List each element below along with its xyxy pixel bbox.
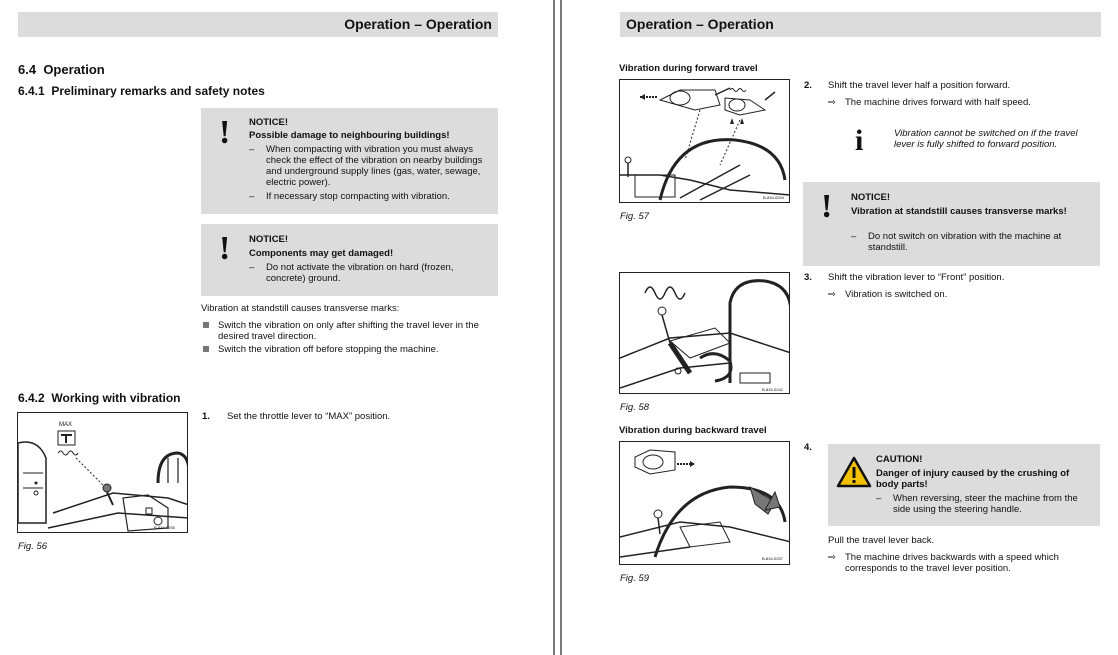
step-number: 4. <box>804 442 812 453</box>
machine-illustration <box>620 80 790 203</box>
page-header: Operation – Operation <box>18 12 498 37</box>
left-page <box>0 0 556 655</box>
right-page <box>562 0 1118 655</box>
subsection-heading <box>18 84 265 98</box>
dash-icon: – <box>876 493 882 504</box>
caution-label: CAUTION! <box>876 454 923 465</box>
figure-58 <box>619 272 790 394</box>
subsection-number: 6.4.1 <box>18 84 45 98</box>
figure-code: B-834-0242 <box>762 387 783 392</box>
notice-item: Do not switch on vibration with the machine at standstill. <box>868 231 1062 253</box>
page-gutter <box>553 0 562 655</box>
result-arrow-icon: ⇨ <box>828 552 836 563</box>
exclamation-icon: ! <box>219 114 231 151</box>
info-icon: i <box>855 124 864 157</box>
section-subtitle: Vibration during forward travel <box>619 63 758 74</box>
bullet-item: Switch the vibration off before stopping the machine. <box>218 344 439 355</box>
figure-56 <box>17 412 188 533</box>
subsection-title: Working with vibration <box>51 391 181 405</box>
step-number: 2. <box>804 80 812 91</box>
machine-illustration <box>620 442 790 565</box>
dash-icon: – <box>249 191 255 202</box>
caution-title: Danger of injury caused by the crushing of body parts! <box>876 468 1070 490</box>
step-result: The machine drives backwards with a speed which corresponds to the travel lever position. <box>845 552 1059 574</box>
notice-title: Possible damage to neighbouring buildings! <box>249 130 450 141</box>
figure-code: B-834-0255 <box>154 525 175 530</box>
warning-triangle-icon <box>836 456 872 488</box>
dash-icon: – <box>249 144 255 155</box>
notice-item: If necessary stop compacting with vibration. <box>266 191 450 202</box>
max-label: MAX <box>59 422 73 428</box>
figure-57 <box>619 79 790 203</box>
notice-item: Do not activate the vibration on hard (frozen, concrete) ground. <box>266 262 454 284</box>
notice-box <box>201 224 498 296</box>
caution-item: When reversing, steer the machine from the side using the steering handle. <box>893 493 1078 515</box>
notice-box <box>201 108 498 214</box>
step-text: Shift the travel lever half a position forward. <box>828 80 1011 91</box>
step-number: 1. <box>202 411 210 422</box>
section-title: Operation <box>43 62 105 77</box>
paragraph: Vibration at standstill causes transverse marks: <box>201 303 400 314</box>
notice-label: NOTICE! <box>249 117 289 128</box>
figure-caption: Fig. 58 <box>620 402 650 413</box>
subsection-number: 6.4.2 <box>18 391 45 405</box>
step-number: 3. <box>804 272 812 283</box>
step-result: Vibration is switched on. <box>845 289 948 300</box>
dash-icon: – <box>249 262 255 273</box>
step-text: Shift the vibration lever to “Front” position. <box>828 272 1005 283</box>
bullet-icon <box>203 346 209 352</box>
figure-caption: Fig. 57 <box>620 211 650 222</box>
step-result: The machine drives forward with half speed. <box>845 97 1031 108</box>
step-text: Pull the travel lever back. <box>828 535 935 546</box>
figure-caption: Fig. 56 <box>18 541 48 552</box>
figure-code: B-834-0254 <box>763 195 784 200</box>
result-arrow-icon: ⇨ <box>828 289 836 300</box>
notice-label: NOTICE! <box>249 234 289 245</box>
notice-title: Vibration at standstill causes transverse marks! <box>851 206 1067 217</box>
section-number: 6.4 <box>18 62 37 77</box>
machine-illustration <box>620 273 790 394</box>
dash-icon: – <box>851 231 857 242</box>
notice-label: NOTICE! <box>851 192 891 203</box>
machine-illustration <box>18 413 188 533</box>
section-heading <box>18 62 105 77</box>
subsection-heading <box>18 391 181 405</box>
notice-item: When compacting with vibration you must always check the effect of the vibration on nearby buildings and underground supply lines (gas, water, sewage, electric power). <box>266 144 483 188</box>
figure-code: B-834-0257 <box>762 556 783 561</box>
subsection-title: Preliminary remarks and safety notes <box>51 84 265 98</box>
notice-title: Components may get damaged! <box>249 248 394 259</box>
section-subtitle: Vibration during backward travel <box>619 425 767 436</box>
exclamation-icon: ! <box>821 188 833 225</box>
step-text: Set the throttle lever to “MAX” position. <box>227 411 391 422</box>
notice-box <box>803 182 1100 266</box>
result-arrow-icon: ⇨ <box>828 97 836 108</box>
info-text: Vibration cannot be switched on if the travel lever is fully shifted to forward position. <box>894 128 1078 150</box>
figure-59 <box>619 441 790 565</box>
bullet-icon <box>203 322 209 328</box>
exclamation-icon: ! <box>219 230 231 267</box>
caution-box <box>828 444 1100 526</box>
bullet-item: Switch the vibration on only after shifting the travel lever in the desired travel direction. <box>218 320 479 342</box>
figure-caption: Fig. 59 <box>620 573 650 584</box>
page-header: Operation – Operation <box>620 12 1101 37</box>
